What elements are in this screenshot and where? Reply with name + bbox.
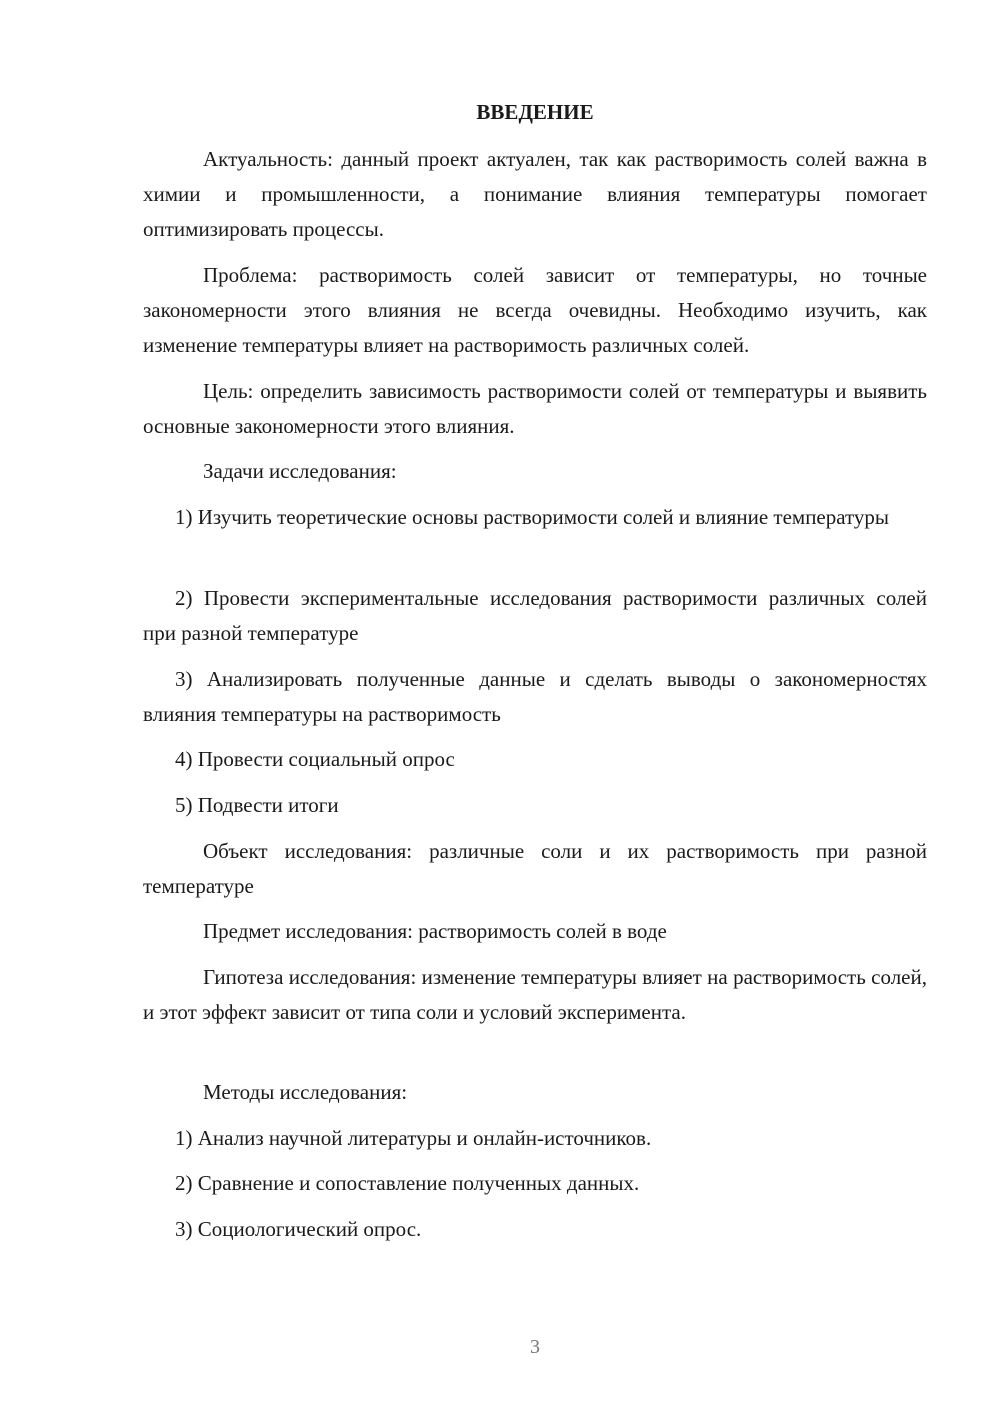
page-title: ВВЕДЕНИЕ <box>476 100 594 124</box>
paragraph-hypothesis: Гипотеза исследования: изменение температуры влияет на растворимость солей, и этот эффект зависит от типа соли и условий эксперимента. <box>143 965 927 1024</box>
paragraph-subject: Предмет исследования: растворимость солей в воде <box>203 919 667 943</box>
paragraph-relevance: Актуальность: данный проект актуален, так как растворимость солей важна в химии и промышленности, а понимание влияния температуры помогает оптимизировать процессы. <box>143 147 927 241</box>
paragraph-goal: Цель: определить зависимость растворимости солей от температуры и выявить основные закономерности этого влияния. <box>143 379 927 438</box>
paragraph-problem: Проблема: растворимость солей зависит от температуры, но точные закономерности этого влияния не всегда очевидны. Необходимо изучить, как изменение температуры влияет на растворимость различных солей. <box>143 263 927 357</box>
task-item-3: 3) Анализировать полученные данные и сделать выводы о закономерностях влияния температуры на растворимость <box>143 667 927 726</box>
paragraph-object: Объект исследования: различные соли и их растворимость при разной температуре <box>143 839 927 898</box>
task-item-4: 4) Провести социальный опрос <box>175 747 455 771</box>
method-item-2: 2) Сравнение и сопоставление полученных данных. <box>175 1171 640 1195</box>
tasks-heading: Задачи исследования: <box>203 459 397 483</box>
method-item-1: 1) Анализ научной литературы и онлайн-источников. <box>175 1126 652 1150</box>
task-item-5: 5) Подвести итоги <box>175 793 339 817</box>
method-item-3: 3) Социологический опрос. <box>175 1217 422 1241</box>
task-item-1: 1) Изучить теоретические основы растворимости солей и влияние температуры <box>175 505 890 529</box>
page-number: 3 <box>530 1336 540 1358</box>
task-item-2: 2) Провести экспериментальные исследования растворимости различных солей при разной температуре <box>143 586 927 645</box>
methods-heading: Методы исследования: <box>203 1080 408 1104</box>
